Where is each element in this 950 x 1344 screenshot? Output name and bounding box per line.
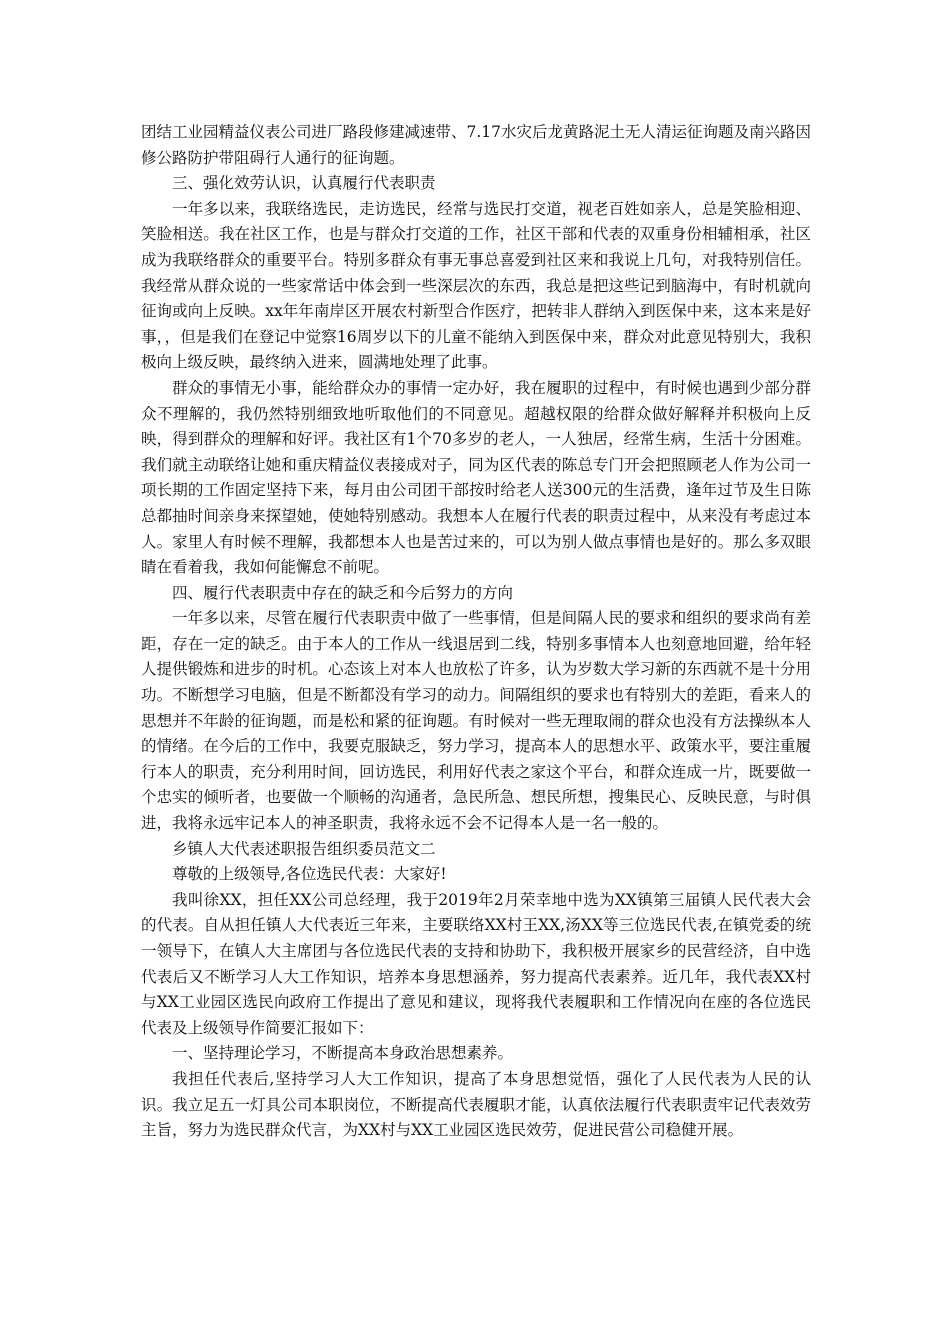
paragraph: 我叫徐XX，担任XX公司总经理，我于2019年2月荣幸地中选为XX镇第三届镇人民代表大会的代表。自从担任镇人大代表近三年来，主要联络XX村王XX,汤XX等三位选民代表,在镇党委的统一领导下，在镇人大主席团与各位选民代表的支持和协助下，我积极开展家乡的民营经济，自中选代表后又不断学习人大工作知识，培养本身思想涵养，努力提高代表素养。近几年，我代表XX村与XX工业园区选民向政府工作提出了意见和建议，现将我代表履职和工作情况向在座的各位选民代表及上级领导作简要汇报如下： [141, 890, 811, 1037]
paragraph: 群众的事情无小事，能给群众办的事情一定办好，我在履职的过程中，有时候也遇到少部分群众不理解的，我仍然特别细致地听取他们的不同意见。超越权限的给群众做好解释并积极向上反映，得到群众的理解和好评。我社区有1个70多岁的老人，一人独居，经常生病，生活十分困难。我们就主动联络让她和重庆精益仪表接成对子，同为区代表的陈总专门开会把照顾老人作为公司一项长期的工作固定坚持下来，每月由公司团干部按时给老人送300元的生活费，逢年过节及生日陈总都抽时间亲身来探望她，使她特别感动。我想本人在履行代表的职责过程中，从来没有考虑过本人。家里人有时候不理解，我都想本人也是苦过来的，可以为别人做点事情也是好的。那么多双眼睛在看着我，我如何能懈怠不前呢。 [141, 378, 811, 577]
section-heading-1: 一、坚持理论学习，不断提高本身政治思想素养。 [172, 1044, 514, 1063]
document-page [141, 120, 811, 1144]
paragraph: 一年多以来，尽管在履行代表职责中做了一些事情，但是间隔人民的要求和组织的要求尚有差距，存在一定的缺乏。由于本人的工作从一线退居到二线，特别多事情本人也刻意地回避，给年轻人提供锻炼和进步的时机。心态该上对本人也放松了许多，认为岁数大学习新的东西就不是十分用功。不断想学习电脑，但是不断都没有学习的动力。间隔组织的要求也有特别大的差距，看来人的思想并不年龄的征询题，而是松和紧的征询题。有时候对一些无理取闹的群众也没有方法操纵本人的情绪。在今后的工作中，我要克服缺乏，努力学习，提高本人的思想水平、政策水平，要注重履行本人的职责，充分利用时间，回访选民，利用好代表之家这个平台，和群众连成一片，既要做一个忠实的倾听者，也要做一个顺畅的沟通者，急民所急、想民所想，搜集民心、反映民意，与时俱进，我将永远牢记本人的神圣职责，我将永远不会不记得本人是一名一般的。 [141, 609, 811, 833]
section-heading-4: 四、履行代表职责中存在的缺乏和今后努力的方向 [172, 583, 514, 602]
paragraph: 一年多以来，我联络选民，走访选民，经常与选民打交道，视老百姓如亲人，总是笑脸相迎、笑脸相送。我在社区工作，也是与群众打交道的工作，社区干部和代表的双重身份相辅相承，社区成为我联络群众的重要平台。特别多群众有事无事总喜爱到社区来和我说上几句，对我特别信任。我经常从群众说的一些家常话中体会到一些深层次的东西，我总是把这些记到脑海中，有时机就向征询或向上反映。xx年年南岸区开展农村新型合作医疗，把转非人群纳入到医保中来，这本来是好事，，但是我们在登记中觉察16周岁以下的儿童不能纳入到医保中来，群众对此意见特别大，我积极向上级反映，最终纳入进来，圆满地处理了此事。 [141, 199, 811, 372]
salutation: 尊敬的上级领导,各位选民代表：大家好! [172, 865, 447, 884]
paragraph-continuation: 团结工业园精益仪表公司进厂路段修建减速带、7.17水灾后龙黄路泥土无人清运征询题及南兴路因修公路防护带阻碍行人通行的征询题。 [141, 123, 812, 167]
section-heading-3: 三、强化效劳认识，认真履行代表职责 [172, 174, 436, 193]
document-title-2: 乡镇人大代表述职报告组织委员范文二 [172, 839, 436, 858]
paragraph: 我担任代表后,坚持学习人大工作知识，提高了本身思想觉悟，强化了人民代表为人民的认识。我立足五一灯具公司本职岗位，不断提高代表履职才能，认真依法履行代表职责牢记代表效劳主旨，努力为选民群众代言，为XX村与XX工业园区选民效劳，促进民营公司稳健开展。 [141, 1069, 811, 1140]
